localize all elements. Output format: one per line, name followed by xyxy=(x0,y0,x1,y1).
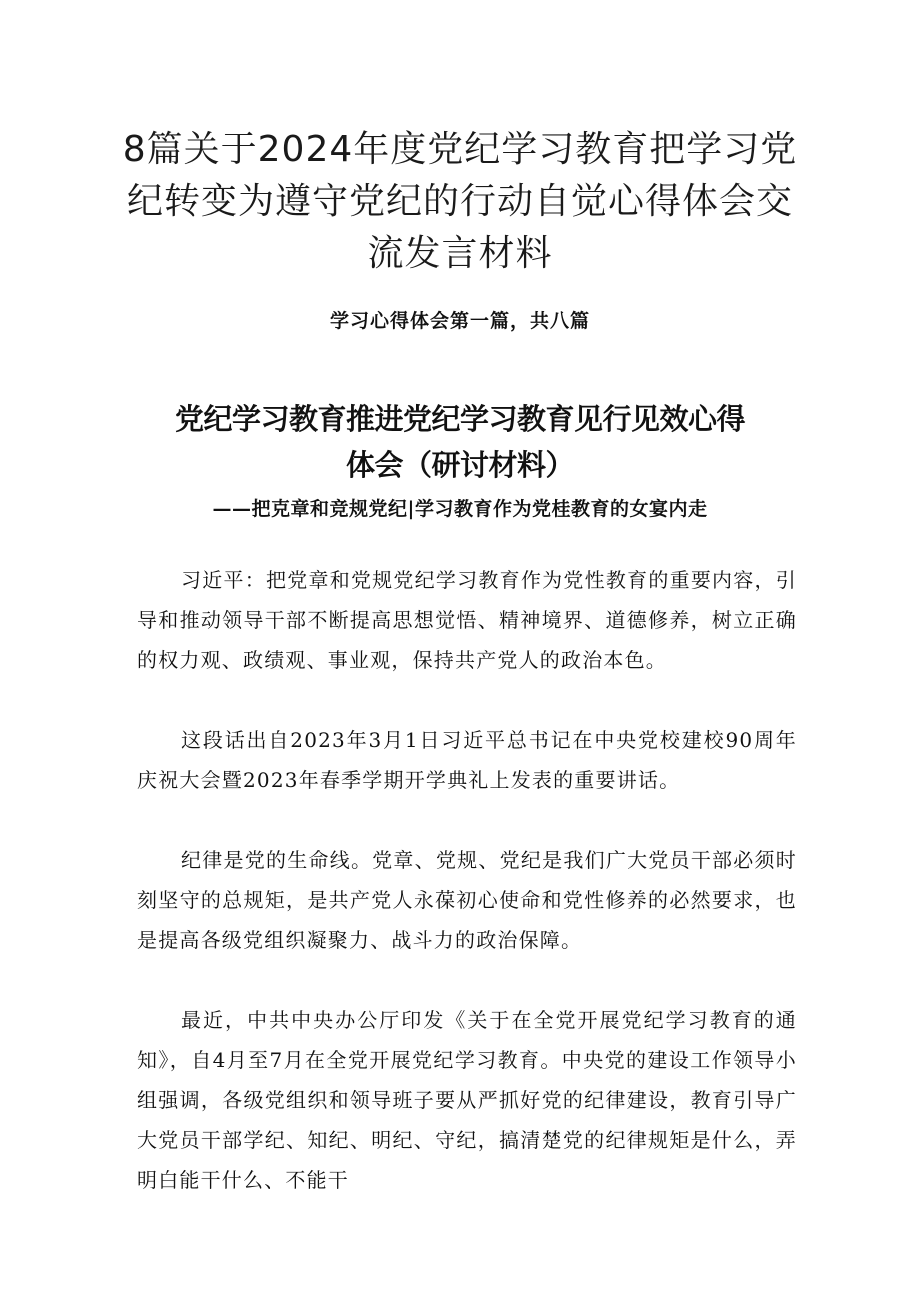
subtitle-line: 体会（研讨材料） xyxy=(345,448,574,483)
title-line: 纪转变为遵守党纪的行动自觉心得体会交 xyxy=(126,181,793,223)
title-line: 8篇关于2024年度党纪学习教育把学习党 xyxy=(122,129,798,171)
body-paragraph: 纪律是党的生命线。党章、党规、党纪是我们广大党员干部必须时刻坚守的总规矩，是共产党人永葆初心使命和党性修养的必然要求，也是提高各级党组织凝聚力、战斗力的政治保障。 xyxy=(137,848,797,952)
section-tagline: ——把克章和竞规党纪|学习教育作为党桂教育的女宴内走 xyxy=(212,498,708,520)
body-paragraph: 这段话出自2023年3月1日习近平总书记在中央党校建校90周年庆祝大会暨2023年春季学期开学典礼上发表的重要讲话。 xyxy=(137,728,797,792)
series-label: 学习心得体会第一篇，共八篇 xyxy=(329,310,590,332)
body-paragraph: 习近平：把党章和党规党纪学习教育作为党性教育的重要内容，引导和推动领导干部不断提高思想觉悟、精神境界、道德修养，树立正确的权力观、政绩观、事业观，保持共产党人的政治本色。 xyxy=(137,568,797,672)
body-paragraph: 最近，中共中央办公厅印发《关于在全党开展党纪学习教育的通知》，自4月至7月在全党开展党纪学习教育。中央党的建设工作领导小组强调，各级党组织和领导班子要从严抓好党的纪律建设，教育引导广大党员干部学纪、知纪、明纪、守纪，搞清楚党的纪律规矩是什么，弄明白能干什么、不能干 xyxy=(137,1008,797,1192)
document-body xyxy=(137,560,797,1240)
subtitle-line: 党纪学习教育推进党纪学习教育见行见效心得 xyxy=(174,402,745,437)
section-title xyxy=(140,396,780,488)
document-title xyxy=(110,124,810,280)
title-line: 流发言材料 xyxy=(367,233,553,275)
